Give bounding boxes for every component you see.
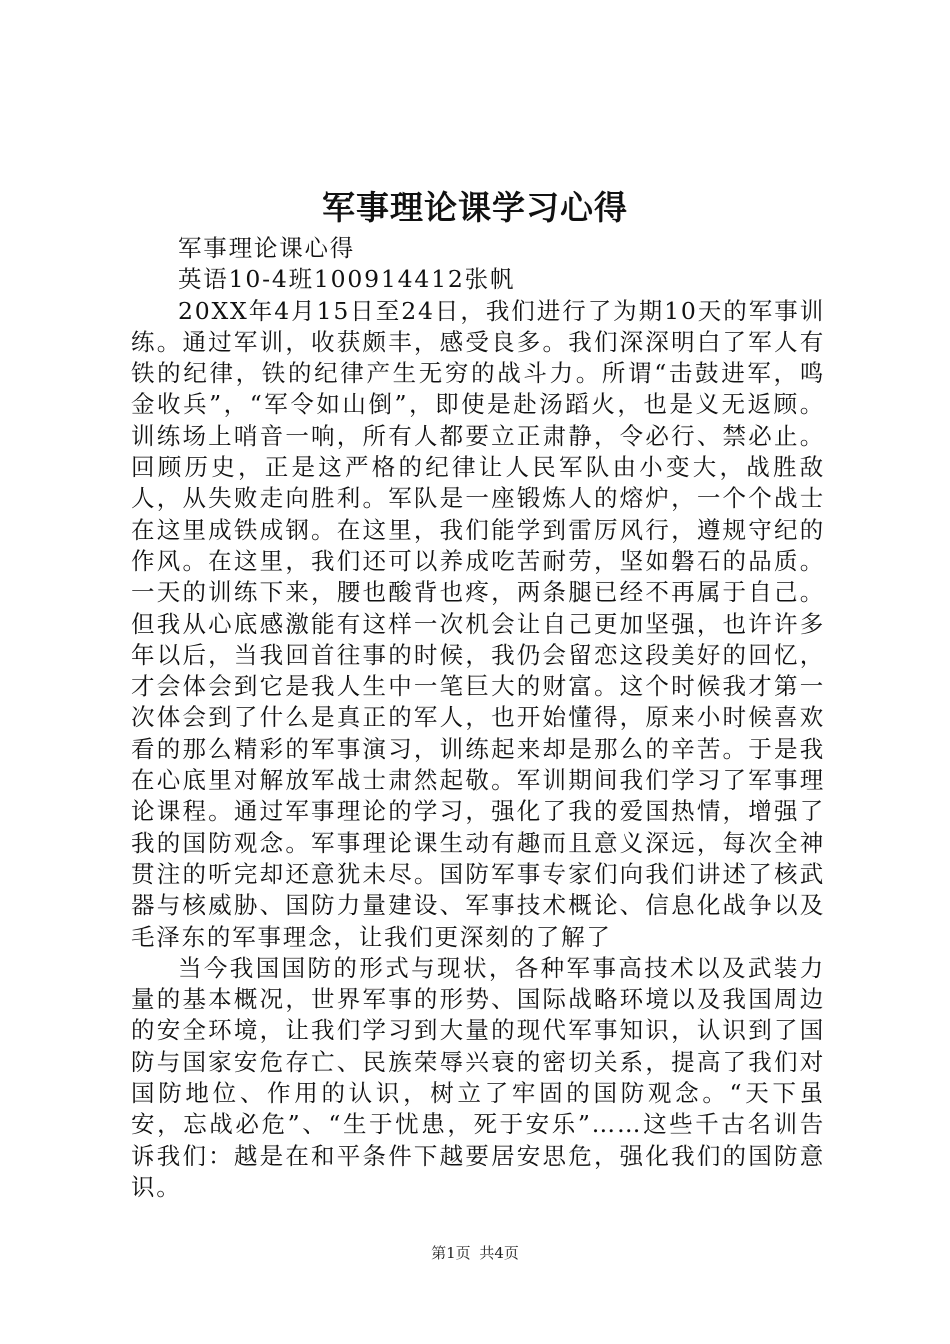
paragraph-continued: 当今我国国防的形式与现状，各种军事高技术以及武装力量的基本概况，世界军事的形势、国际战略环境以及我国周边的安全环境，让我们学习到大量的现代军事知识，认识到了国防与国家安危存亡、民族荣辱兴衰的密切关系，提高了我们对国防地位、作用的认识，树立了牢固的国防观念。“天下虽安，忘战必危”、“生于忧患，死于安乐”……这些千古名训告诉我们：越是在和平条件下越要居安思危，强化我们的国防意识。 (131, 953, 825, 1201)
paragraph-subtitle: 军事理论课心得 (178, 234, 356, 262)
page-number: 第1页 (431, 1244, 471, 1262)
paragraph-main: 20XX年4月15日至24日，我们进行了为期10天的军事训练。通过军训，收获颇丰，感受良多。我们深深明白了军人有铁的纪律，铁的纪律产生无穷的战斗力。所谓“击鼓进军，鸣金收兵”，“军令如山倒”，即使是赴汤蹈火，也是义无返顾。训练场上哨音一响，所有人都要立正肃静，令必行、禁必止。回顾历史，正是这严格的纪律让人民军队由小变大，战胜敌人，从失败走向胜利。军队是一座锻炼人的熔炉，一个个战士在这里成铁成钢。在这里，我们能学到雷厉风行，遵规守纪的作风。在这里，我们还可以养成吃苦耐劳，坚如磐石的品质。一天的训练下来，腰也酸背也疼，两条腿已经不再属于自己。但我从心底感激能有这样一次机会让自己更加坚强，也许许多年以后，当我回首往事的时候，我仍会留恋这段美好的回忆，才会体会到它是我人生中一笔巨大的财富。这个时候我才第一次体会到了什么是真正的军人，也开始懂得，原来小时候喜欢看的那么精彩的军事演习，训练起来却是那么的辛苦。于是我在心底里对解放军战士肃然起敬。军训期间我们学习了军事理论课程。通过军事理论的学习，强化了我的爱国热情，增强了我的国防观念。军事理论课生动有趣而且意义深远，每次全神贯注的听完却还意犹未尽。国防军事专家们向我们讲述了核武器与核威胁、国防力量建设、军事技术概论、信息化战争以及毛泽东的军事理念，让我们更深刻的了解了 (131, 296, 825, 951)
document-title: 军事理论课学习心得 (322, 188, 628, 227)
paragraph-author: 英语10-4班100914412张帆 (178, 265, 516, 294)
page-footer (0, 1243, 950, 1263)
document-body (131, 233, 825, 1203)
total-pages: 共4页 (479, 1244, 519, 1262)
